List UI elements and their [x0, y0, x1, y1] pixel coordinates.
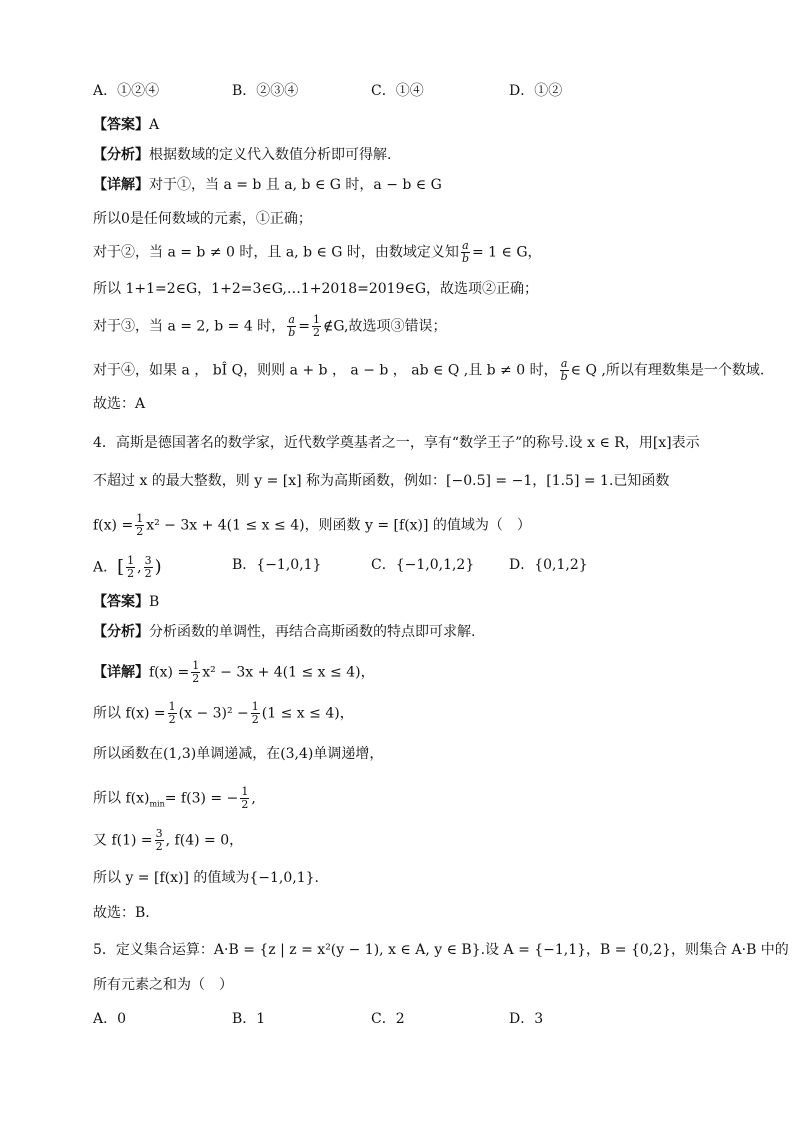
q3-detail-4: 所以 1+1=2∈G，1+2=3∈G,…1+2018=2019∈G，故选项②正确；: [93, 281, 539, 297]
q4-detail-1: 【详解】f(x) = $\frac{1}{2}$ x² − 3x + 4(1 ≤ x ≤ 4)，: [93, 659, 375, 685]
q5-option-b: B．1: [232, 1011, 266, 1027]
fraction-one-half: $\frac{1}{2}$: [168, 700, 176, 726]
q3-option-d: D．①②: [509, 83, 563, 99]
q3-answer: 【答案】A: [93, 117, 160, 133]
q4-option-a: A．[ $\frac{1}{2}$ , $\frac{3}{2}$ ): [93, 554, 162, 580]
q4-analysis: 【分析】分析函数的单调性，再结合高斯函数的特点即可求解.: [93, 624, 476, 640]
fraction-one-half: $\frac{1}{2}$: [127, 554, 135, 580]
q4-option-c: C．{−1,0,1,2}: [371, 557, 475, 573]
q4-detail-6: 所以 y = [f(x)] 的值域为{−1,0,1}.: [93, 870, 319, 886]
fraction-one-half: $\frac{1}{2}$: [312, 313, 320, 339]
q5-option-c: C．2: [371, 1011, 405, 1027]
q5-stem-1: 5．定义集合运算：A·B = {z | z = x²(y − 1), x ∈ A, y ∈ B}.设 A = {−1,1}，B = {0,2}，则集合 A·B 中的: [93, 942, 789, 958]
fraction-one-half: $\frac{1}{2}$: [241, 785, 249, 811]
q4-detail-5: 又 f(1) = $\frac{3}{2}$ , f(4) = 0，: [93, 827, 244, 853]
q4-option-d: D．{0,1,2}: [509, 557, 588, 573]
fraction-three-halves: $\frac{3}{2}$: [155, 827, 163, 853]
fraction-three-halves: $\frac{3}{2}$: [144, 554, 152, 580]
q4-detail-2: 所以 f(x) = $\frac{1}{2}$ (x − 3)² − $\frac{1}{2}$ (1 ≤ x ≤ 4)，: [93, 700, 354, 726]
q4-answer: 【答案】B: [93, 594, 160, 610]
q3-detail-3: 对于②，当 a = b ≠ 0 时，且 a, b ∈ G 时，由数域定义知 $\frac{a}{b}$ = 1 ∈ G，: [93, 239, 542, 265]
q4-stem-1: 4．高斯是德国著名的数学家，近代数学奠基者之一，享有“数学王子”的称号.设 x ∈ R，用[x]表示: [93, 435, 700, 451]
q3-option-b: B．②③④: [232, 83, 299, 99]
fraction-a-over-b: $\frac{a}{b}$: [560, 357, 568, 383]
q5-option-a: A．0: [93, 1011, 127, 1027]
q3-detail-6: 对于④，如果 a ， bÎ Q，则则 a + b ， a − b ， ab ∈ Q ,且 b ≠ 0 时， $\frac{a}{b}$ ∈ Q ,所以有理数集是一个数域.: [93, 357, 765, 383]
q4-stem-3: f(x) = $\frac{1}{2}$ x² − 3x + 4(1 ≤ x ≤ 4)，则函数 y = [f(x)] 的值域为（ ）: [93, 512, 531, 538]
q3-detail-2: 所以0是任何数域的元素，①正确；: [93, 211, 312, 227]
q3-option-a: A．①②④: [93, 83, 160, 99]
fraction-one-half: $\frac{1}{2}$: [136, 512, 144, 538]
q5-option-d: D．3: [509, 1011, 544, 1027]
q3-final: 故选：A: [93, 396, 146, 412]
q4-detail-4: 所以 $f(x)_{min}= f(3)$ = − $\frac{1}{2}$ ,: [93, 785, 256, 811]
q3-option-c: C．①④: [371, 83, 424, 99]
q3-detail-1: 【详解】对于①，当 a = b 且 a, b ∈ G 时，a − b ∈ G: [93, 177, 442, 193]
fraction-a-over-b: $\frac{a}{b}$: [288, 313, 296, 339]
q4-detail-3: 所以函数在(1,3)单调递减，在(3,4)单调递增，: [93, 746, 384, 762]
q3-analysis: 【分析】根据数域的定义代入数值分析即可得解.: [93, 147, 392, 163]
q3-detail-5: 对于③，当 a = 2, b = 4 时， $\frac{a}{b}$ = $\frac{1}{2}$ ∉G,故选项③错误；: [93, 313, 447, 339]
fraction-one-half: $\frac{1}{2}$: [251, 700, 259, 726]
fraction-a-over-b: $\frac{a}{b}$: [461, 239, 469, 265]
q5-stem-2: 所有元素之和为（ ）: [93, 977, 233, 993]
q4-final: 故选：B.: [93, 905, 150, 921]
fraction-one-half: $\frac{1}{2}$: [192, 659, 200, 685]
q4-stem-2: 不超过 x 的最大整数，则 y = [x] 称为高斯函数，例如：[−0.5] = −1，[1.5] = 1.已知函数: [93, 473, 670, 489]
q4-option-b: B．{−1,0,1}: [232, 557, 322, 573]
